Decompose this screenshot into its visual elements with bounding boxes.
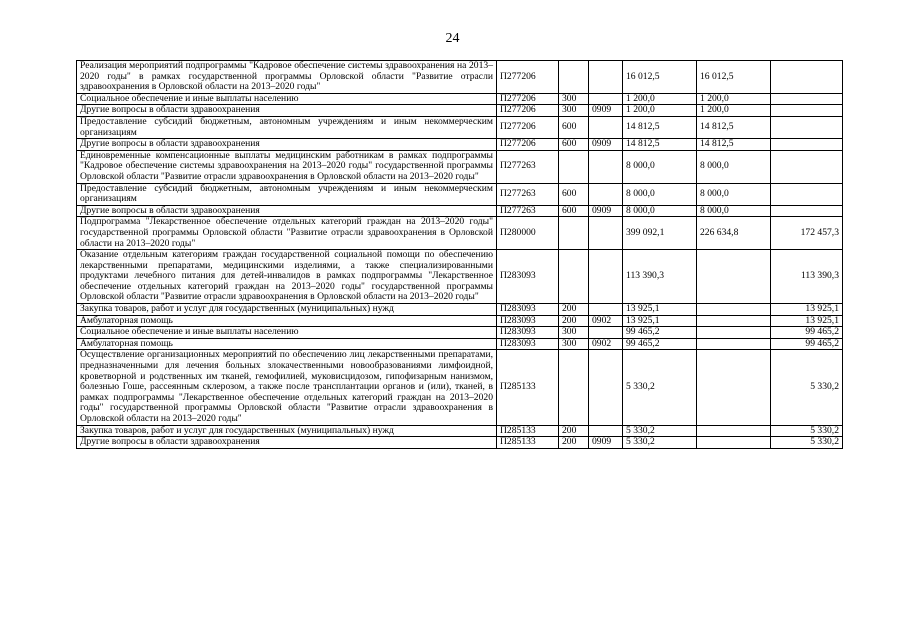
total-amount-cell: 16 012,5	[623, 61, 697, 94]
page-number: 24	[445, 31, 460, 46]
regional-amount-cell	[697, 250, 771, 304]
table-row	[77, 338, 843, 350]
total-amount-cell: 1 200,0	[623, 93, 697, 105]
federal-amount-cell	[771, 116, 843, 138]
regional-amount-cell: 8 000,0	[697, 183, 771, 205]
expense-type-cell: 200	[559, 425, 589, 437]
expense-type-cell	[559, 61, 589, 94]
row-name-cell: Подпрограмма "Лекарственное обеспечение отдельных категорий граждан на 2013–2020 годы" государственной программы Орловской области "Развитие отрасли здравоохранения в Орловской области на 2013–2020 годы"	[77, 217, 497, 250]
table-row	[77, 217, 843, 250]
total-amount-cell: 399 092,1	[623, 217, 697, 250]
section-code-cell	[589, 350, 623, 425]
section-code-cell: 0909	[589, 437, 623, 449]
federal-amount-cell: 99 465,2	[771, 338, 843, 350]
regional-amount-cell: 1 200,0	[697, 93, 771, 105]
regional-amount-cell: 16 012,5	[697, 61, 771, 94]
row-name-cell: Закупка товаров, работ и услуг для государственных (муниципальных) нужд	[77, 304, 497, 316]
target-code-cell: П285133	[497, 425, 559, 437]
total-amount-cell: 5 330,2	[623, 437, 697, 449]
regional-amount-cell	[697, 304, 771, 316]
section-code-cell: 0902	[589, 338, 623, 350]
expense-type-cell: 600	[559, 183, 589, 205]
expense-type-cell: 200	[559, 304, 589, 316]
regional-amount-cell: 14 812,5	[697, 116, 771, 138]
total-amount-cell: 8 000,0	[623, 150, 697, 183]
regional-amount-cell	[697, 425, 771, 437]
section-code-cell	[589, 150, 623, 183]
table-row	[77, 315, 843, 327]
row-name-cell: Другие вопросы в области здравоохранения	[77, 139, 497, 151]
section-code-cell	[589, 116, 623, 138]
section-code-cell	[589, 61, 623, 94]
row-name-cell: Предоставление субсидий бюджетным, автономным учреждениям и иным некоммерческим организациям	[77, 183, 497, 205]
table-row	[77, 250, 843, 304]
federal-amount-cell: 99 465,2	[771, 327, 843, 339]
regional-amount-cell: 1 200,0	[697, 105, 771, 117]
target-code-cell: П277206	[497, 116, 559, 138]
regional-amount-cell: 226 634,8	[697, 217, 771, 250]
expense-type-cell: 600	[559, 205, 589, 217]
row-name-cell: Другие вопросы в области здравоохранения	[77, 105, 497, 117]
regional-amount-cell	[697, 327, 771, 339]
expense-type-cell: 600	[559, 116, 589, 138]
federal-amount-cell	[771, 61, 843, 94]
section-code-cell	[589, 183, 623, 205]
row-name-cell: Социальное обеспечение и иные выплаты населению	[77, 93, 497, 105]
row-name-cell: Другие вопросы в области здравоохранения	[77, 437, 497, 449]
table-row	[77, 150, 843, 183]
expense-type-cell: 300	[559, 93, 589, 105]
federal-amount-cell: 5 330,2	[771, 425, 843, 437]
row-name-cell: Амбулаторная помощь	[77, 315, 497, 327]
section-code-cell	[589, 250, 623, 304]
federal-amount-cell: 172 457,3	[771, 217, 843, 250]
table-row	[77, 425, 843, 437]
target-code-cell: П277263	[497, 150, 559, 183]
section-code-cell: 0902	[589, 315, 623, 327]
federal-amount-cell	[771, 105, 843, 117]
expense-type-cell: 300	[559, 327, 589, 339]
row-name-cell: Предоставление субсидий бюджетным, автономным учреждениям и иным некоммерческим организациям	[77, 116, 497, 138]
federal-amount-cell	[771, 139, 843, 151]
target-code-cell: П277206	[497, 105, 559, 117]
expense-type-cell: 300	[559, 338, 589, 350]
total-amount-cell: 13 925,1	[623, 315, 697, 327]
table-row	[77, 139, 843, 151]
table-row	[77, 437, 843, 449]
row-name-cell: Осуществление организационных мероприятий по обеспечению лиц лекарственными препаратами, предназначенными для лечения больных злокачественными новообразованиями лимфоидной, кроветворной и родственных им тканей, гемофилией, муковисцидозом, гипофизарным нанизмом, болезнью Гоше, рассеянным склерозом, а также после трансплантации органов и (или), тканей, в рамках подпрограммы "Лекарственное обеспечение отдельных категорий граждан на 2013–2020 годы" государственной программы Орловской области "Развитие отрасли здравоохранения в Орловской области на 2013–2020 годы"	[77, 350, 497, 425]
expense-type-cell	[559, 250, 589, 304]
section-code-cell	[589, 93, 623, 105]
total-amount-cell: 8 000,0	[623, 205, 697, 217]
row-name-cell: Другие вопросы в области здравоохранения	[77, 205, 497, 217]
regional-amount-cell: 14 812,5	[697, 139, 771, 151]
regional-amount-cell: 8 000,0	[697, 205, 771, 217]
budget-table	[76, 60, 843, 449]
expense-type-cell	[559, 217, 589, 250]
section-code-cell: 0909	[589, 105, 623, 117]
total-amount-cell: 113 390,3	[623, 250, 697, 304]
expense-type-cell: 200	[559, 315, 589, 327]
row-name-cell: Единовременные компенсационные выплаты медицинским работникам в рамках подпрограммы "Кадровое обеспечение системы здравоохранения на 2013–2020 годы" государственной программы Орловской области "Развитие отрасли здравоохранения в Орловской области на 2013–2020 годы"	[77, 150, 497, 183]
section-code-cell	[589, 217, 623, 250]
total-amount-cell: 99 465,2	[623, 327, 697, 339]
expense-type-cell	[559, 350, 589, 425]
total-amount-cell: 1 200,0	[623, 105, 697, 117]
regional-amount-cell	[697, 338, 771, 350]
target-code-cell: П277206	[497, 93, 559, 105]
target-code-cell: П283093	[497, 304, 559, 316]
row-name-cell: Оказание отдельным категориям граждан государственной социальной помощи по обеспечению лекарственными препаратами, медицинскими изделиями, а также специализированными продуктами лечебного питания для детей-инвалидов в рамках подпрограммы "Лекарственное обеспечение отдельных категорий граждан на 2013–2020 годы" государственной программы Орловской области "Развитие отрасли здравоохранения в Орловской области на 2013–2020 годы"	[77, 250, 497, 304]
total-amount-cell: 13 925,1	[623, 304, 697, 316]
target-code-cell: П283093	[497, 315, 559, 327]
target-code-cell: П283093	[497, 250, 559, 304]
total-amount-cell: 14 812,5	[623, 139, 697, 151]
table-row	[77, 350, 843, 425]
federal-amount-cell: 113 390,3	[771, 250, 843, 304]
table-row	[77, 105, 843, 117]
target-code-cell: П285133	[497, 437, 559, 449]
federal-amount-cell: 5 330,2	[771, 437, 843, 449]
section-code-cell: 0909	[589, 139, 623, 151]
federal-amount-cell: 5 330,2	[771, 350, 843, 425]
target-code-cell: П285133	[497, 350, 559, 425]
total-amount-cell: 99 465,2	[623, 338, 697, 350]
row-name-cell: Социальное обеспечение и иные выплаты населению	[77, 327, 497, 339]
target-code-cell: П277263	[497, 183, 559, 205]
section-code-cell	[589, 425, 623, 437]
section-code-cell: 0909	[589, 205, 623, 217]
total-amount-cell: 14 812,5	[623, 116, 697, 138]
target-code-cell: П283093	[497, 327, 559, 339]
table-row	[77, 93, 843, 105]
table-row	[77, 116, 843, 138]
expense-type-cell: 300	[559, 105, 589, 117]
expense-type-cell: 200	[559, 437, 589, 449]
expense-type-cell: 600	[559, 139, 589, 151]
regional-amount-cell	[697, 350, 771, 425]
target-code-cell: П277263	[497, 205, 559, 217]
table-row	[77, 61, 843, 94]
row-name-cell: Амбулаторная помощь	[77, 338, 497, 350]
table-row	[77, 304, 843, 316]
section-code-cell	[589, 304, 623, 316]
expense-type-cell	[559, 150, 589, 183]
table-body	[77, 61, 843, 449]
table-row	[77, 183, 843, 205]
target-code-cell: П277206	[497, 61, 559, 94]
target-code-cell: П280000	[497, 217, 559, 250]
federal-amount-cell	[771, 93, 843, 105]
row-name-cell: Закупка товаров, работ и услуг для государственных (муниципальных) нужд	[77, 425, 497, 437]
target-code-cell: П277206	[497, 139, 559, 151]
row-name-cell: Реализация мероприятий подпрограммы "Кадровое обеспечение системы здравоохранения на 2013–2020 годы" в рамках государственной программы Орловской области "Развитие отрасли здравоохранения в Орловской области на 2013–2020 годы"	[77, 61, 497, 94]
regional-amount-cell	[697, 315, 771, 327]
federal-amount-cell	[771, 183, 843, 205]
regional-amount-cell: 8 000,0	[697, 150, 771, 183]
table-row	[77, 205, 843, 217]
total-amount-cell: 5 330,2	[623, 350, 697, 425]
table-row	[77, 327, 843, 339]
section-code-cell	[589, 327, 623, 339]
federal-amount-cell: 13 925,1	[771, 304, 843, 316]
total-amount-cell: 5 330,2	[623, 425, 697, 437]
federal-amount-cell	[771, 205, 843, 217]
regional-amount-cell	[697, 437, 771, 449]
federal-amount-cell: 13 925,1	[771, 315, 843, 327]
target-code-cell: П283093	[497, 338, 559, 350]
federal-amount-cell	[771, 150, 843, 183]
total-amount-cell: 8 000,0	[623, 183, 697, 205]
